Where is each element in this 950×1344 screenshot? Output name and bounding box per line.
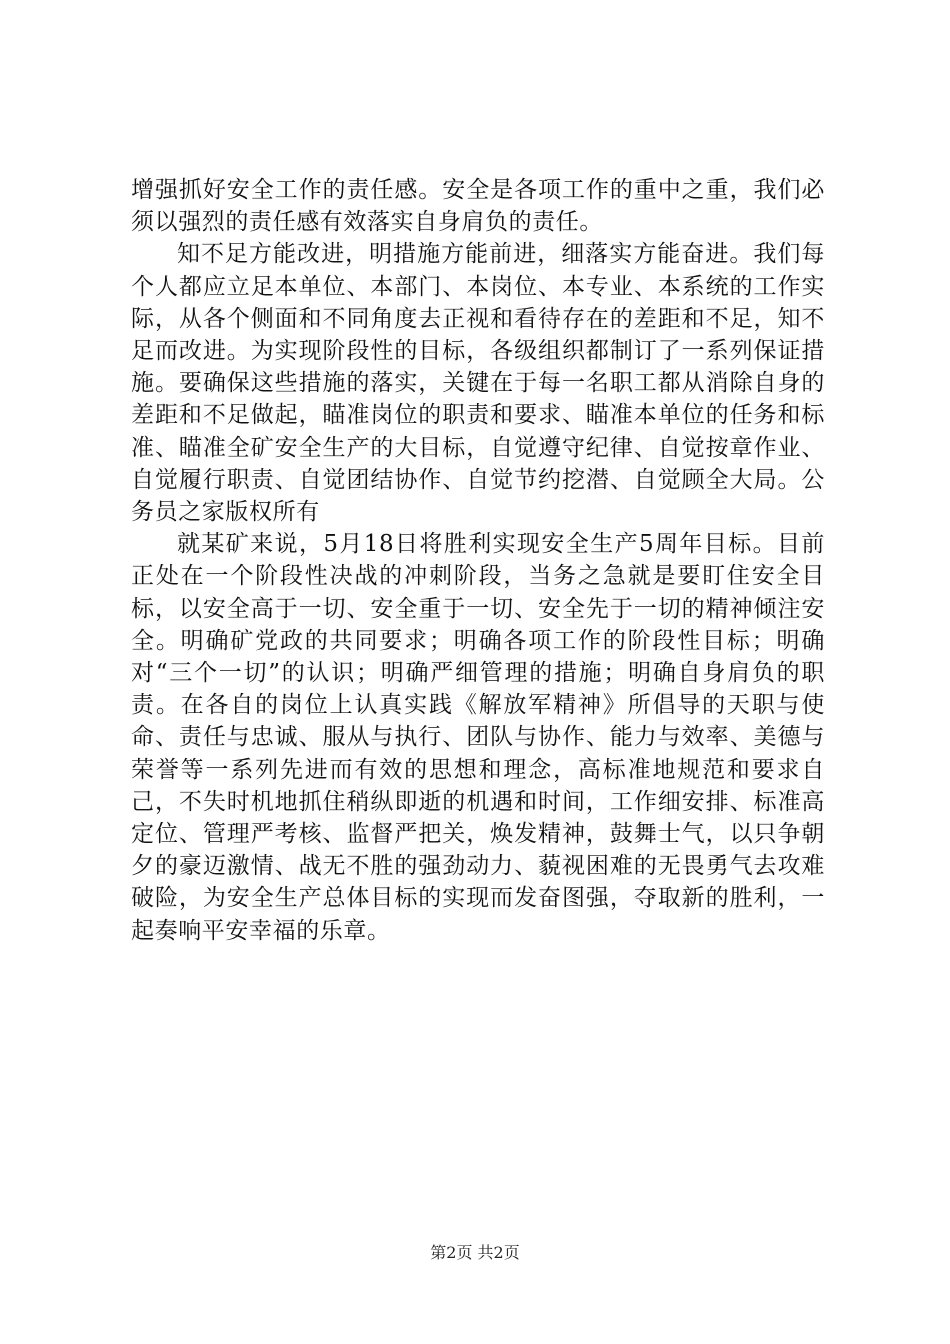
paragraph-mine-goal: 就某矿来说，5月18日将胜利实现安全生产5周年目标。目前正处在一个阶段性决战的冲刺阶段，当务之急就是要盯住安全目标，以安全高于一切、安全重于一切、安全先于一切的精神倾注安全。明确矿党政的共同要求；明确各项工作的阶段性目标；明确对“三个一切”的认识；明确严细管理的措施；明确自身肩负的职责。在各自的岗位上认真实践《解放军精神》所倡导的天职与使命、责任与忠诚、服从与执行、团队与协作、能力与效率、美德与荣誉等一系列先进而有效的思想和理念，高标准地规范和要求自己，不失时机地抓住稍纵即逝的机遇和时间，工作细安排、标准高定位、管理严考核、监督严把关，焕发精神，鼓舞士气，以只争朝夕的豪迈激情、战无不胜的强劲动力、藐视困难的无畏勇气去攻难破险，为安全生产总体目标的实现而发奋图强，夺取新的胜利，一起奏响平安幸福的乐章。 xyxy=(131,531,825,944)
paragraph-improvement: 知不足方能改进，明措施方能前进，细落实方能奋进。我们每个人都应立足本单位、本部门、本岗位、本专业、本系统的工作实际，从各个侧面和不同角度去正视和看待存在的差距和不足，知不足而改进。为实现阶段性的目标，各级组织都制订了一系列保证措施。要确保这些措施的落实，关键在于每一名职工都从消除自身的差距和不足做起，瞄准岗位的职责和要求、瞄准本单位的任务和标准、瞄准全矿安全生产的大目标，自觉遵守纪律、自觉按章作业、自觉履行职责、自觉团结协作、自觉节约挖潜、自觉顾全大局。公务员之家版权所有 xyxy=(131,241,825,526)
paragraph-continuation: 增强抓好安全工作的责任感。安全是各项工作的重中之重，我们必须以强烈的责任感有效落实自身肩负的责任。 xyxy=(131,177,825,236)
page-footer: 第2页 共2页 xyxy=(430,1243,520,1262)
document-body xyxy=(131,174,825,947)
